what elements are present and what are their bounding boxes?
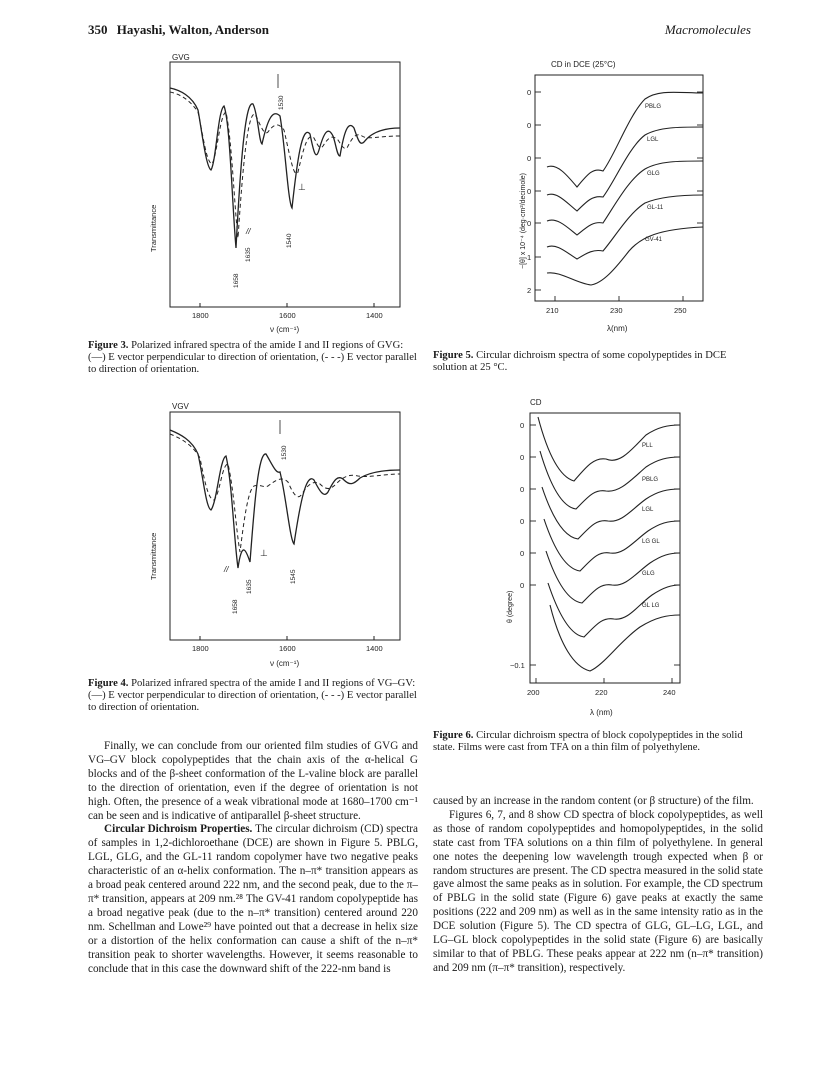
fig3-x-axis-label: ν (cm⁻¹) <box>270 325 300 334</box>
fig6-zero-6: 0 <box>520 581 525 590</box>
figure-6-cd-spectrum <box>490 395 710 725</box>
figure-5-label: Figure 5. <box>433 350 474 361</box>
figure-4-caption <box>88 678 418 715</box>
fig4-perp-mark: ⊥ <box>260 548 268 558</box>
figure-6-caption-text: Circular dichroism spectra of block copolypeptides in the solid state. Films were cast from TFA on a thin film of polyethylene. <box>433 730 743 754</box>
journal-name: Macromolecules <box>664 22 751 37</box>
fig4-xtick-1400: 1400 <box>366 644 383 653</box>
fig5-curve-gl11 <box>547 195 703 259</box>
fig5-label-glg: GLG <box>647 171 660 177</box>
fig5-zero-1: 0 <box>527 88 532 97</box>
fig6-label-lggl: LG GL <box>642 539 660 545</box>
fig5-xtick-230: 230 <box>610 306 623 315</box>
right-column-text <box>433 795 763 976</box>
authors: Hayashi, Walton, Anderson <box>116 22 269 37</box>
figure-4-label: Figure 4. <box>88 678 129 689</box>
fig4-sample-label: VGV <box>172 402 189 411</box>
fig3-peak-1658: 1658 <box>233 273 240 288</box>
page-number: 350 <box>88 22 108 37</box>
fig6-tick-neg01: −0.1 <box>510 661 525 670</box>
fig6-curve-glgl <box>548 583 680 637</box>
fig3-peak-1540: 1540 <box>286 233 293 248</box>
figure-4-ir-spectrum <box>140 400 410 672</box>
fig5-label-pblg: PBLG <box>645 104 662 110</box>
fig5-curve-glg <box>547 161 703 235</box>
fig6-label-pll: PLL <box>642 443 653 449</box>
fig3-peak-1635: 1635 <box>245 247 252 262</box>
fig4-xtick-1600: 1600 <box>279 644 296 653</box>
fig5-curve-pblg <box>547 92 703 187</box>
fig5-tick-1: 1 <box>527 253 532 262</box>
fig6-curve-bottom <box>550 605 680 671</box>
fig3-perpendicular-curve <box>170 88 400 248</box>
figure-3-caption <box>88 340 418 377</box>
right-paragraph-2: Figures 6, 7, and 8 show CD spectra of block copolypeptides, as well as those of random copolypeptides and homopolypeptides, in the solid state cast from TFA solutions on a thin film of polyethylene. In general one notes the deepening low wavelength trough expected when β or random structures are present. The CD spectra measured in the solid state gave almost the same peaks as in solution. For example, the CD spectrum of PBLG in the solid state (Figure 6) gave peaks at exactly the same positions (222 and 209 nm) as well as in the same intensity ratio as in the DCE solution (Figure 5). The CD spectra of GLG, GL–LG, LGL, and LG–GL block copolypeptides in the solid state (Figure 6) are basically similar to that of PBLG. These peaks appear at 222 nm (n–π* transition) and 209 nm (π–π* transition), respectively. <box>433 808 763 974</box>
left-column-text <box>88 740 418 976</box>
fig3-parallel-mark: // <box>246 227 251 236</box>
fig4-peak-1545: 1545 <box>290 569 297 584</box>
fig5-xtick-250: 250 <box>674 306 687 315</box>
fig3-xtick-1600: 1600 <box>279 311 296 320</box>
fig5-title: CD in DCE (25°C) <box>551 60 616 69</box>
figure-6-label: Figure 6. <box>433 730 474 741</box>
fig6-curve-lggl <box>544 519 680 571</box>
figure-5-cd-spectrum <box>495 55 715 345</box>
fig5-curve-lgl <box>547 127 703 211</box>
fig3-parallel-curve <box>170 92 400 238</box>
fig4-peak-1530: 1530 <box>281 445 288 460</box>
fig4-peak-1635: 1635 <box>246 579 253 594</box>
fig4-x-axis-label: ν (cm⁻¹) <box>270 659 300 668</box>
fig6-zero-3: 0 <box>520 485 525 494</box>
fig6-curve-glg <box>546 551 680 603</box>
fig5-y-axis-label: −[θ] x 10⁻⁴ (deg·cm²/decimole) <box>520 173 527 269</box>
fig6-xtick-240: 240 <box>663 688 676 697</box>
fig5-zero-3: 0 <box>527 154 532 163</box>
fig5-xtick-210: 210 <box>546 306 559 315</box>
figure-3-ir-spectrum <box>140 52 410 337</box>
fig5-zero-5: 0 <box>527 219 532 228</box>
fig6-x-axis-label: λ (nm) <box>590 708 613 717</box>
fig3-peak-1530: 1530 <box>278 95 285 110</box>
fig5-label-lgl: LGL <box>647 137 659 143</box>
fig5-label-gv41: GV-41 <box>645 237 663 243</box>
fig4-peak-1658: 1658 <box>232 599 239 614</box>
fig6-zero-4: 0 <box>520 517 525 526</box>
fig5-zero-4: 0 <box>527 187 532 196</box>
fig6-label-glg: GLG <box>642 571 655 577</box>
fig5-x-axis-label: λ(nm) <box>607 324 628 333</box>
figure-4-caption-text: Polarized infrared spectra of the amide I and II regions of VG–GV: (—) E vector perpendicular to direction of orientation, (- - -) E vector parallel to direction of orientation. <box>88 678 417 714</box>
fig6-curve-lgl <box>542 487 680 539</box>
figure-3-caption-text: Polarized infrared spectra of the amide I and II regions of GVG: (—) E vector perpendicular to direction of orientation, (- - -) E vector parallel to direction of orientation. <box>88 340 417 376</box>
fig6-label-glgl: GL LG <box>642 603 660 609</box>
fig6-curve-pll <box>538 417 680 481</box>
fig5-curve-gv41 <box>547 227 703 285</box>
figure-6-caption <box>433 730 763 754</box>
fig3-perp-mark: ⊥ <box>298 182 306 192</box>
fig6-xtick-220: 220 <box>595 688 608 697</box>
left-paragraph-2 <box>88 823 418 976</box>
left-paragraph-2-text: The circular dichroism (CD) spectra of samples in 1,2-dichloroethane (DCE) are shown in Figure 5. PBLG, LGL, GLG, and the GL-11 random copolymer have two negative peaks characteristic of an α-helix conformation. The n–π* transition appears as a broad peak centered around 222 nm, and the second peak, due to the π–π* transition, appears at 209 nm.²⁸ The GV-41 random copolypeptide has a broad negative peak (due to the n–π* transition) centered around 220 nm. Schellman and Lowe²⁹ have pointed out that a decrease in helix size or a distortion of the helix conformation can cause a shift of the n–π* transition peak to shorter wavelengths. However, it seems reasonable to conclude that in this case the downward shift of the 222-nm band is <box>88 823 418 975</box>
fig5-tick-2: 2 <box>527 286 532 295</box>
fig3-xtick-1800: 1800 <box>192 311 209 320</box>
fig3-sample-label: GVG <box>172 53 190 62</box>
left-paragraph-1: Finally, we can conclude from our oriented film studies of GVG and VG–GV block copolypeptides that the chain axis of the α-helical G blocks and of the β-sheet conformation of the L-valine block are parallel to the direction of orientation, even if the degree of orientation is not high. Often, the presence of a weak vibrational mode at 1680–1700 cm⁻¹ can be seen and is indicative of antiparallel β-sheet structure. <box>88 740 418 822</box>
fig6-zero-1: 0 <box>520 421 525 430</box>
fig4-parallel-mark: // <box>224 565 229 574</box>
fig5-label-gl11: GL-11 <box>647 205 664 211</box>
fig5-zero-2: 0 <box>527 121 532 130</box>
fig4-xtick-1800: 1800 <box>192 644 209 653</box>
figure-5-caption <box>433 350 763 374</box>
fig6-y-axis-label: θ (degree) <box>507 590 514 623</box>
fig6-label-pblg: PBLG <box>642 477 659 483</box>
fig6-zero-5: 0 <box>520 549 525 558</box>
fig6-title: CD <box>530 398 542 407</box>
section-heading-cd: Circular Dichroism Properties. <box>104 823 253 836</box>
fig6-zero-2: 0 <box>520 453 525 462</box>
running-header-left <box>88 22 269 38</box>
figure-3-label: Figure 3. <box>88 340 129 351</box>
fig6-xtick-200: 200 <box>527 688 540 697</box>
fig3-y-axis-label: Transmittance <box>149 204 158 252</box>
fig3-xtick-1400: 1400 <box>366 311 383 320</box>
right-paragraph-1: caused by an increase in the random content (or β structure) of the film. <box>433 795 754 807</box>
figure-5-caption-text: Circular dichroism spectra of some copolypeptides in DCE solution at 25 °C. <box>433 350 727 374</box>
fig6-label-lgl: LGL <box>642 507 654 513</box>
fig4-y-axis-label: Transmittance <box>149 532 158 580</box>
